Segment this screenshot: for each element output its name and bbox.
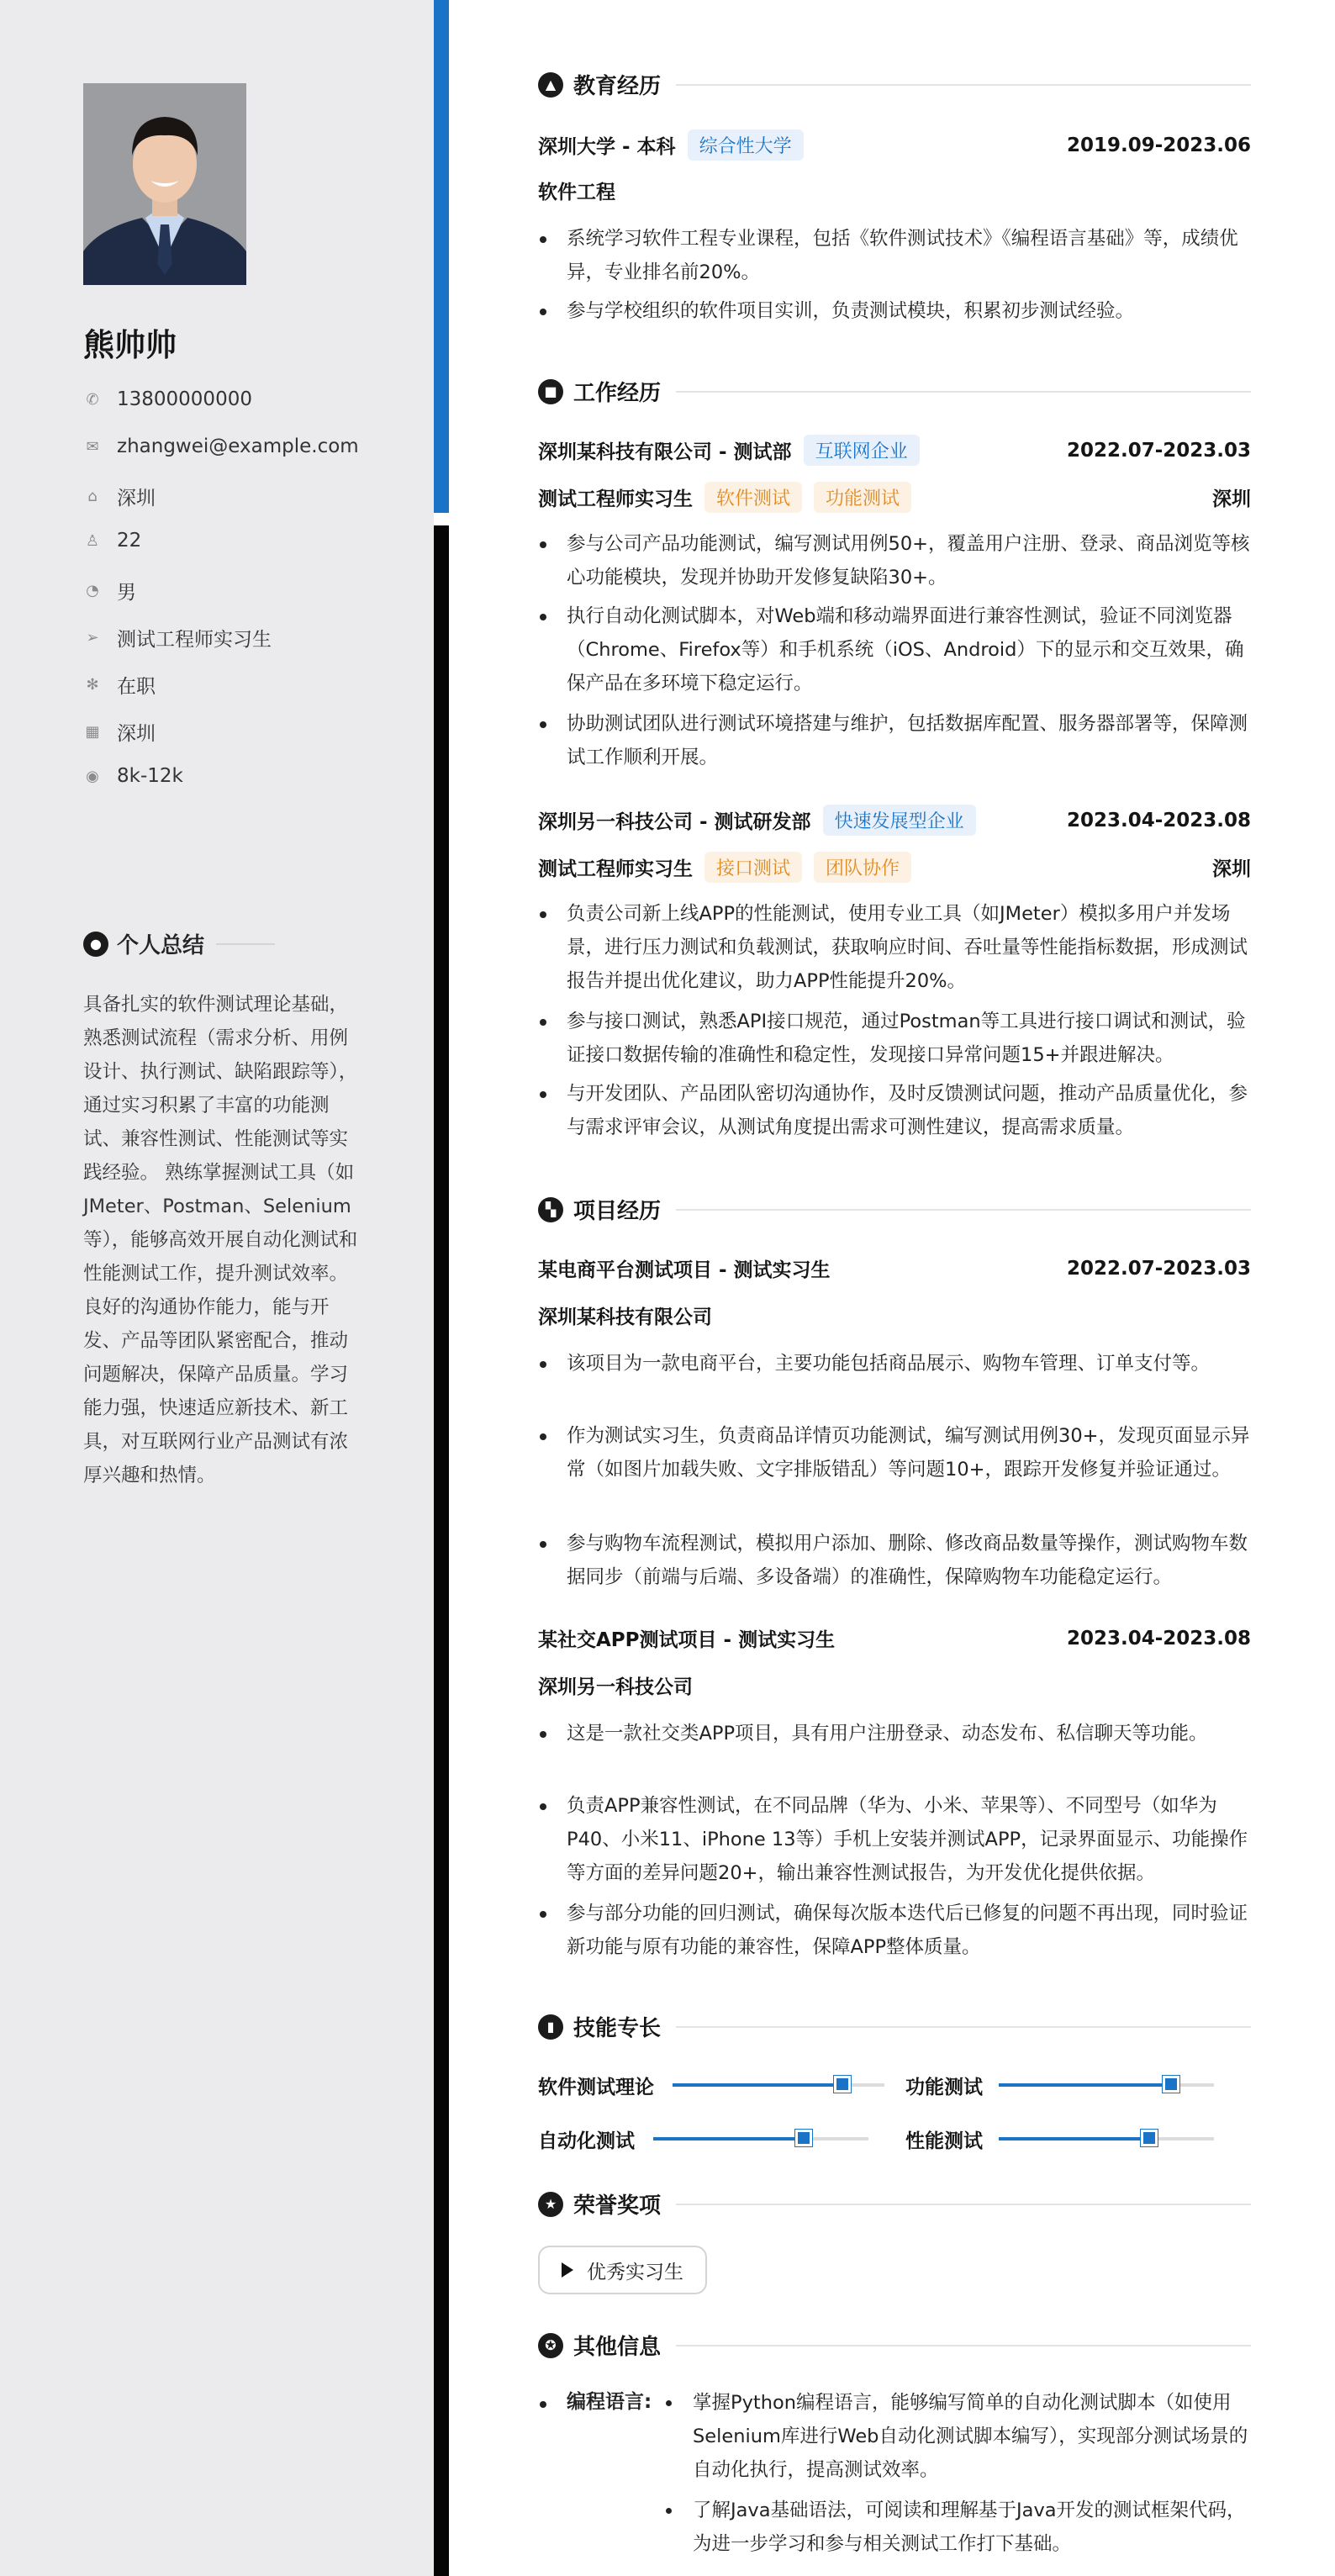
summary-text: 具备扎实的软件测试理论基础，熟悉测试流程（需求分析、用例设计、执行测试、缺陷跟踪等），通过实习积累了丰富的功能测试、兼容性测试、性能测试等实践经验。 熟练掌握测试工具（如JMeter、Postman、Selenium等），能够高效开展自动化测试和性能测试工作，提升测试效率。 良好的沟通协作能力，能与开发、产品等团队紧密配合，推动问题解决，保障产品质量。学习能力强，快速适应新技术、新工具，对互联网行业产品测试有浓厚兴趣和热情。 xyxy=(83,994,358,1486)
contact-age xyxy=(83,530,141,552)
building-icon: ▦ xyxy=(85,723,100,741)
skill-bar xyxy=(999,2137,1214,2141)
divider xyxy=(676,1209,1251,1211)
list-item: 参与接口测试，熟悉API接口规范，通过Postman等工具进行接口调试和测试，验证接口数据传输的准确性和稳定性，发现接口异常问题15+并跟进解决。 xyxy=(538,1005,1251,1072)
skill-knob[interactable] xyxy=(834,2076,851,2093)
job-period: 2022.07-2023.03 xyxy=(1066,439,1251,462)
list-item: 掌握Python编程语言，能够编写简单的自动化测试脚本（如使用Selenium库进行Web自动化测试脚本编写），实现部分测试场景的自动化执行，提高测试效率。 xyxy=(664,2386,1251,2487)
gender-icon: ◔ xyxy=(86,582,99,599)
info-icon: ✪ xyxy=(538,2333,563,2358)
job-role: 测试工程师实习生 xyxy=(538,488,693,510)
company-name: 深圳另一科技公司 - 测试研发部 xyxy=(538,811,811,833)
award-label: 优秀实习生 xyxy=(587,2261,683,2283)
job-city: 深圳 xyxy=(1212,858,1251,880)
home-icon: ⌂ xyxy=(87,488,98,505)
salary-icon: ◉ xyxy=(86,767,99,785)
skill-fill xyxy=(673,2083,842,2087)
candidate-name: 熊帅帅 xyxy=(83,327,177,363)
job-header xyxy=(538,435,1251,466)
skill-bar xyxy=(673,2083,884,2087)
medal-icon: ★ xyxy=(538,2192,563,2217)
summary-title: 个人总结 xyxy=(117,933,205,958)
graduation-cap-icon: ▲ xyxy=(538,72,563,98)
skill-fill xyxy=(999,2137,1149,2141)
divider xyxy=(676,2026,1251,2028)
job-period: 2023.04-2023.08 xyxy=(1066,809,1251,831)
skill-bar xyxy=(999,2083,1214,2087)
section-title: 其他信息 xyxy=(573,2335,662,2360)
main-content xyxy=(538,0,1251,2576)
contact-text: 在职 xyxy=(117,676,156,698)
contact-text: 测试工程师实习生 xyxy=(117,629,272,651)
divider xyxy=(676,84,1251,86)
education-period: 2019.09-2023.06 xyxy=(1066,134,1251,156)
contact-text: 13800000000 xyxy=(117,388,252,410)
section-title: 工作经历 xyxy=(573,381,662,406)
project-company: 深圳某科技有限公司 xyxy=(538,1306,712,1328)
divider xyxy=(676,391,1251,393)
list-item: 负责APP兼容性测试，在不同品牌（华为、小米、苹果等）、不同型号（如华为P40、小米11、iPhone 13等）手机上安装并测试APP，记录界面显示、功能操作等方面的差异问题20+，输出兼容性测试报告，为开发优化提供依据。 xyxy=(538,1789,1251,1890)
project-period: 2023.04-2023.08 xyxy=(1066,1627,1251,1650)
list-item: 参与购物车流程测试，模拟用户添加、删除、修改商品数量等操作，测试购物车数据同步（前端与后端、多设备端）的准确性，保障购物车功能稳定运行。 xyxy=(538,1527,1251,1594)
skill-tag: 接口测试 xyxy=(704,852,802,883)
skill-tag: 团队协作 xyxy=(814,852,911,883)
skill-name: 自动化测试 xyxy=(538,2130,635,2152)
contact-status xyxy=(83,671,156,699)
company-tag: 互联网企业 xyxy=(804,435,920,466)
list-item: 负责公司新上线APP的性能测试，使用专业工具（如JMeter）模拟多用户并发场景，进行压力测试和负载测试，获取响应时间、吞吐量等性能指标数据，形成测试报告并提出优化建议，助力APP性能提升20%。 xyxy=(538,897,1251,998)
contact-phone xyxy=(83,388,252,410)
divider xyxy=(676,2345,1251,2346)
list-item: 参与学校组织的软件项目实训，负责测试模块，积累初步测试经验。 xyxy=(538,294,1251,328)
skill-knob[interactable] xyxy=(1163,2076,1179,2093)
contact-text: 深圳 xyxy=(117,488,156,509)
list-item: 执行自动化测试脚本，对Web端和移动端界面进行兼容性测试，验证不同浏览器（Chrome、Firefox等）和手机系统（iOS、Android）下的显示和交互效果，确保产品在多环境下稳定运行。 xyxy=(538,599,1251,700)
skill-tag: 软件测试 xyxy=(704,482,802,513)
job-header xyxy=(538,805,1251,836)
project-company: 深圳另一科技公司 xyxy=(538,1676,693,1698)
project-period: 2022.07-2023.03 xyxy=(1066,1257,1251,1280)
list-item: 系统学习软件工程专业课程，包括《软件测试技术》《编程语言基础》等，成绩优异，专业排名前20%。 xyxy=(538,222,1251,289)
skill-fill xyxy=(653,2137,804,2141)
skill-name: 功能测试 xyxy=(905,2077,983,2098)
contact-city xyxy=(83,718,156,746)
user-icon: ● xyxy=(83,932,108,957)
skill-tag: 功能测试 xyxy=(814,482,911,513)
section-other xyxy=(538,2330,1251,2361)
award-badge[interactable] xyxy=(538,2246,707,2294)
major: 软件工程 xyxy=(538,182,615,203)
list-item: 协助测试团队进行测试环境搭建与维护，包括数据库配置、服务器部署等，保障测试工作顺利开展。 xyxy=(538,707,1251,774)
project-header xyxy=(538,1254,1251,1282)
project-name: 某电商平台测试项目 - 测试实习生 xyxy=(538,1259,831,1281)
section-projects xyxy=(538,1194,1251,1225)
contact-position xyxy=(83,624,272,652)
section-title: 项目经历 xyxy=(573,1199,662,1224)
project-company-row xyxy=(538,1671,1251,1699)
section-title: 技能专长 xyxy=(573,2016,662,2041)
profile-photo xyxy=(83,83,246,285)
list-item: 与开发团队、产品团队密切沟通协作，及时反馈测试问题，推动产品质量优化，参与需求评审会议，从测试角度提出需求可测性建议，提高需求质量。 xyxy=(538,1077,1251,1144)
chart-icon: ▮ xyxy=(538,2014,563,2040)
contact-gender xyxy=(83,577,136,604)
contact-text: 男 xyxy=(117,582,136,604)
contact-location xyxy=(83,483,156,510)
section-title: 荣誉奖项 xyxy=(573,2193,662,2219)
cake-icon: ♙ xyxy=(85,531,100,550)
skill-name: 软件测试理论 xyxy=(538,2077,654,2098)
status-icon: ✻ xyxy=(86,676,99,694)
accent-divider xyxy=(434,0,449,513)
contact-text: zhangwei@example.com xyxy=(117,435,359,457)
skill-name: 性能测试 xyxy=(905,2130,983,2152)
project-header xyxy=(538,1624,1251,1652)
skill-bar xyxy=(653,2137,868,2141)
contact-salary xyxy=(83,765,183,787)
dark-divider xyxy=(434,525,449,2576)
project-company-row xyxy=(538,1301,1251,1329)
skill-knob[interactable] xyxy=(795,2130,812,2146)
section-work xyxy=(538,376,1251,407)
section-title: 教育经历 xyxy=(573,74,662,99)
other-label: 编程语言: xyxy=(538,2386,652,2414)
phone-icon: ✆ xyxy=(86,390,99,409)
education-major-row xyxy=(538,177,1251,204)
skill-knob[interactable] xyxy=(1141,2130,1158,2146)
school-name: 深圳大学 - 本科 xyxy=(538,136,676,158)
briefcase-icon: ■ xyxy=(538,379,563,404)
list-item: 参与部分功能的回归测试，确保每次版本迭代后已修复的问题不再出现，同时验证新功能与原有功能的兼容性，保障APP整体质量。 xyxy=(538,1897,1251,1964)
skill-fill xyxy=(999,2083,1171,2087)
play-icon xyxy=(562,2262,573,2278)
section-education xyxy=(538,69,1251,100)
section-awards xyxy=(538,2188,1251,2220)
job-city: 深圳 xyxy=(1212,488,1251,510)
project-name: 某社交APP测试项目 - 测试实习生 xyxy=(538,1629,836,1651)
company-tag: 快速发展型企业 xyxy=(823,805,976,836)
list-item: 了解Java基础语法，可阅读和理解基于Java开发的测试框架代码，为进一步学习和参与相关测试工作打下基础。 xyxy=(664,2494,1251,2561)
mail-icon: ✉ xyxy=(86,437,99,456)
job-role-row xyxy=(538,852,1251,883)
divider xyxy=(216,943,275,945)
contact-text: 深圳 xyxy=(117,723,156,745)
divider xyxy=(676,2204,1251,2205)
job-role-row xyxy=(538,482,1251,513)
company-name: 深圳某科技有限公司 - 测试部 xyxy=(538,441,792,463)
list-item: 作为测试实习生，负责商品详情页功能测试，编写测试用例30+，发现页面显示异常（如图片加载失败、文字排版错乱）等问题10+，跟踪开发修复并验证通过。 xyxy=(538,1419,1251,1486)
list-item: 该项目为一款电商平台，主要功能包括商品展示、购物车管理、订单支付等。 xyxy=(538,1347,1251,1380)
summary-heading xyxy=(83,928,275,959)
contact-text: 8k-12k xyxy=(117,765,183,787)
job-role: 测试工程师实习生 xyxy=(538,858,693,880)
contact-email[interactable] xyxy=(83,435,359,457)
school-tag: 综合性大学 xyxy=(688,129,804,161)
contact-text: 22 xyxy=(117,530,142,552)
send-icon: ➢ xyxy=(86,629,99,647)
list-item: 这是一款社交类APP项目，具有用户注册登录、动态发布、私信聊天等功能。 xyxy=(538,1717,1251,1750)
grid-icon: ▚ xyxy=(538,1197,563,1222)
education-header xyxy=(538,129,1251,161)
list-item: 参与公司产品功能测试，编写测试用例50+，覆盖用户注册、登录、商品浏览等核心功能模块，发现并协助开发修复缺陷30+。 xyxy=(538,527,1251,594)
section-skills xyxy=(538,2011,1251,2042)
